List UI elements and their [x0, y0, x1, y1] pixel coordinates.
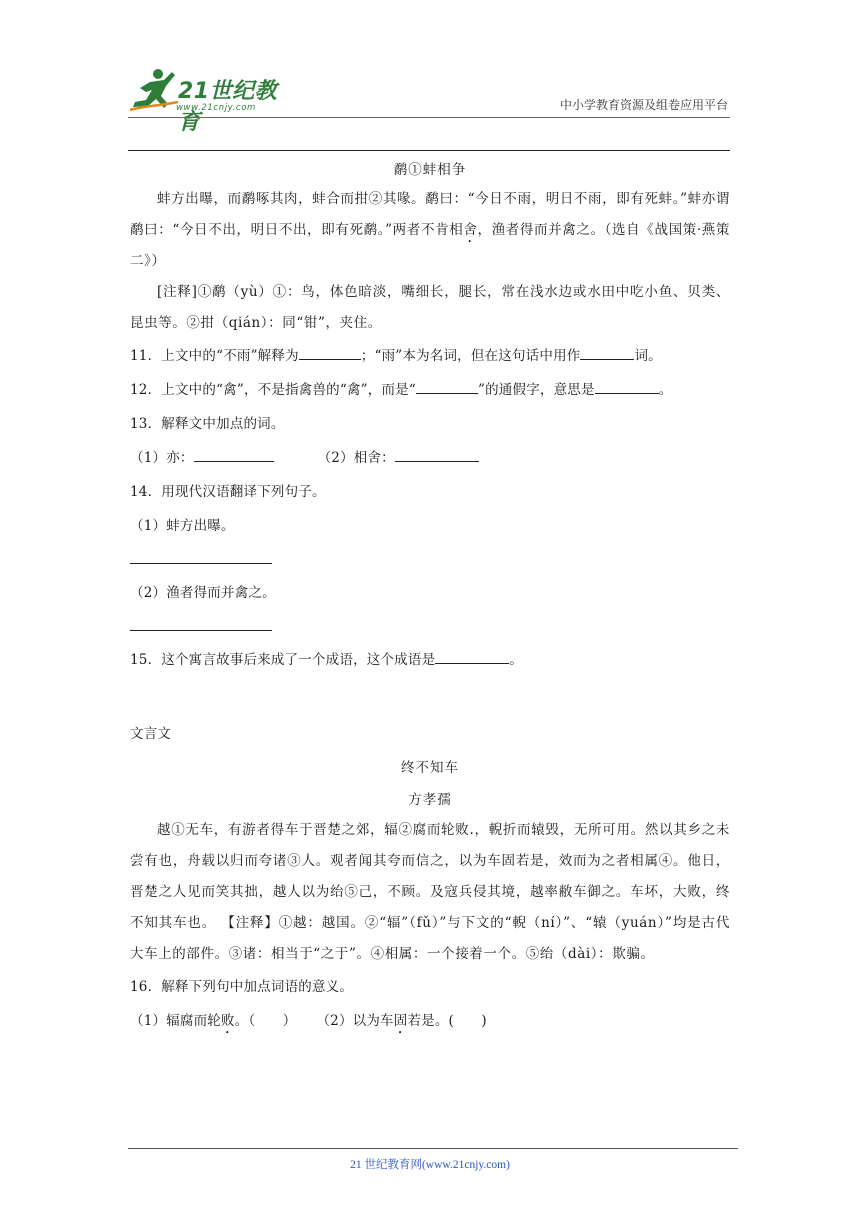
answer-blank[interactable]	[299, 345, 361, 360]
logo-url: www.21cnjy.com	[176, 103, 256, 113]
question-16: 16．解释下列句中加点词语的意义。	[130, 979, 354, 995]
passage2-author: 方孝孺	[408, 792, 452, 808]
answer-blank[interactable]	[395, 447, 479, 462]
platform-name: 中小学教育资源及组卷应用平台	[559, 98, 728, 112]
dotted-word: 舍	[463, 222, 478, 238]
question-14-2: （2）渔者得而并禽之。	[130, 585, 276, 601]
passage-text-b: ，渔者得而并禽之。（选自《战国策·燕策二》）	[130, 222, 730, 269]
answer-line[interactable]	[130, 549, 272, 564]
answer-blank[interactable]	[194, 447, 274, 462]
question-14: 14．用现代汉语翻译下列句子。	[130, 484, 326, 500]
passage-note: [注释]①鹬（yù）①：鸟，体色暗淡，嘴细长，腿长，常在浅水边或水田中吃小鱼、贝类、昆虫等。②拑（qián）：同“钳”，夹住。	[130, 284, 730, 331]
footer-text: 21 世纪教育网(www.21cnjy.com)	[350, 1159, 510, 1171]
dotted-word: 败	[221, 1013, 235, 1029]
answer-blank[interactable]	[435, 649, 509, 664]
document-body	[130, 156, 730, 1038]
logo	[128, 68, 298, 135]
answer-blank[interactable]	[595, 379, 659, 394]
question-12: 12．上文中的“禽”，不是指禽兽的“禽”，而是“ ”的通假字，意思是 。	[130, 373, 730, 407]
answer-line[interactable]	[130, 616, 272, 631]
question-11: 11．上文中的“不雨”解释为 ；“雨”本为名词，但在这句话中用作 词。	[130, 339, 730, 373]
passage2-text: 越①无车，有游者得车于晋楚之郊，辐②腐而轮败.，輗折而辕毁，无所可用。然以其乡之未尝有也，舟载以归而夸诸③人。观者闻其夸而信之，以为车固若是，效而为之者相属④。他日，晋楚之人见而笑其拙，越人以为绐⑤己，不顾。及寇兵侵其境，越率敝车御之。车坏，大败，终不知其车也。 【注释】①越：越国。②“辐”（fǔ）”与下文的“輗（ní）”、“辕（yuán）”均是古代大车上的部件。③诸：相当于“之于”。④相属：一个接着一个。⑤绐（dài）：欺骗。	[130, 822, 730, 962]
header-divider-thin	[128, 117, 730, 118]
logo-text: 21世纪教育	[178, 79, 278, 135]
passage-title: 鹬①蚌相争	[393, 162, 467, 178]
question-13: 13．解释文中加点的词。	[130, 416, 285, 432]
page-header	[128, 66, 730, 152]
passage-text	[130, 184, 730, 277]
section-label: 文言文	[130, 726, 172, 742]
header-divider-thick	[128, 150, 730, 151]
runner-icon	[128, 68, 180, 116]
question-14-1: （1）蚌方出曝。	[130, 518, 235, 534]
question-15: 15．这个寓言故事后来成了一个成语，这个成语是 。	[130, 643, 730, 677]
answer-blank[interactable]	[416, 379, 478, 394]
passage-text-a: 蚌方出曝，而鹬啄其肉，蚌合而拑②其喙。鹬曰：“今日不雨，明日不雨，即有死蚌。”蚌亦谓鹬曰：“今日不出，明日不出，即有死鹬。”两者不肯相	[130, 191, 730, 238]
question-13-items: （1）亦： （2）相舍：	[130, 441, 730, 475]
dotted-word: 固	[393, 1013, 408, 1029]
question-16-items: （1）辐腐而轮败。（ ） （2）以为车固若是。( )	[130, 1013, 487, 1029]
passage2-title: 终不知车	[401, 760, 459, 776]
footer-divider	[128, 1148, 738, 1149]
answer-blank[interactable]	[580, 345, 634, 360]
